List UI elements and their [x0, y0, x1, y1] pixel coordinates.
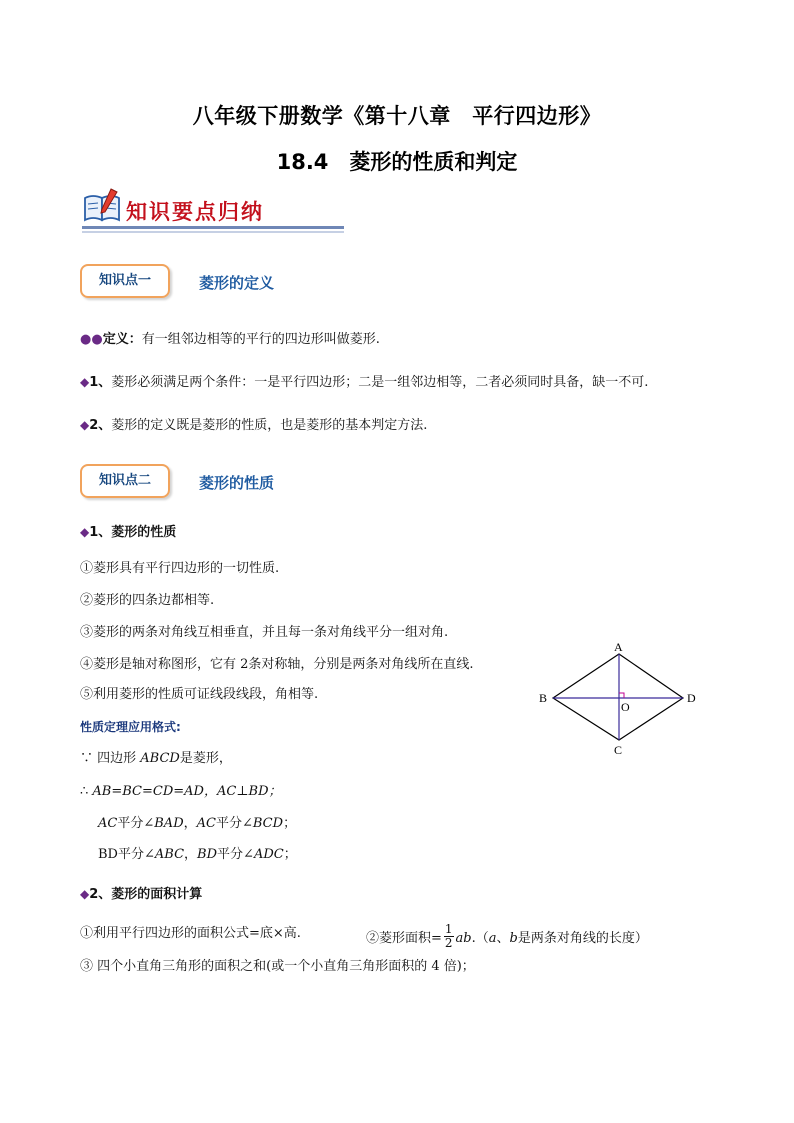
- label-c: C: [614, 743, 623, 757]
- bisector-line-bd: [98, 846, 297, 864]
- note-2-bullet: ◆: [80, 418, 90, 432]
- document-title: 八年级下册数学《第十八章 平行四边形》: [192, 104, 602, 128]
- bd-var-1: BD: [98, 847, 118, 862]
- note-1-text: 菱形必须满足两个条件：一是平行四边形；二是一组邻边相等，二者必须同时具备，缺一不可.: [111, 375, 649, 390]
- banner-underline-light: [82, 231, 344, 233]
- banner-underline: [82, 226, 344, 229]
- definition-bullet: ●●: [80, 332, 103, 347]
- label-a: A: [614, 640, 623, 654]
- bisect-text-4: 平分∠: [217, 847, 254, 862]
- bisect-text-3: 平分∠: [117, 847, 155, 862]
- application-format-label: 性质定理应用格式:: [80, 720, 181, 734]
- therefore-text: AB=BC=CD=AD，AC⊥BD；: [88, 784, 282, 799]
- property-1: ①菱形具有平行四边形的一切性质.: [80, 561, 280, 576]
- comma-2: ，: [184, 847, 198, 862]
- ac-var-2: AC: [196, 816, 216, 831]
- semicolon-1: ；: [283, 816, 297, 831]
- property-2: ②菱形的四条边都相等.: [80, 593, 215, 608]
- fraction-numerator: 1: [444, 922, 453, 936]
- definition-note-2: [80, 416, 427, 435]
- open-book-pen-icon: [82, 186, 124, 226]
- bisect-text-1: 平分∠: [117, 816, 155, 831]
- area2-paren: .（: [471, 931, 489, 946]
- area2-tail: 是两条对角线的长度）: [517, 931, 648, 946]
- properties-subtitle: [80, 523, 176, 542]
- knowledge-point-1-title: 菱形的定义: [199, 274, 275, 292]
- area-formula-1: ①利用平行四边形的面积公式=底×高.: [80, 926, 301, 941]
- therefore-symbol: ∴: [80, 784, 89, 799]
- knowledge-summary-banner: [82, 186, 344, 238]
- label-d: D: [687, 691, 696, 705]
- ac-var-1: AC: [98, 816, 118, 831]
- sub1-title: 1、菱形的性质: [89, 525, 177, 540]
- area-subtitle: [80, 885, 202, 904]
- area2-a: a: [488, 931, 497, 946]
- fraction-denominator: 2: [444, 936, 453, 950]
- rhombus-diagram: [535, 638, 705, 758]
- sub1-bullet: ◆: [80, 525, 90, 539]
- label-o: O: [621, 700, 630, 714]
- area2-sep: 、: [496, 931, 510, 946]
- area2-prefix: ②菱形面积=: [366, 931, 442, 946]
- note-2-text: 菱形的定义既是菱形的性质，也是菱形的基本判定方法.: [111, 418, 428, 433]
- sub2-title: 2、菱形的面积计算: [89, 887, 203, 902]
- label-b: B: [539, 691, 548, 705]
- angle-abc: ABC: [154, 847, 185, 862]
- banner-title: 知识要点归纳: [126, 199, 264, 224]
- area-formula-3: ③ 四个小直角三角形的面积之和(或一个小直角三角形面积的 4 倍)；: [80, 959, 475, 974]
- knowledge-point-1-box: 知识点一: [80, 264, 170, 298]
- fraction-one-half: [444, 923, 454, 950]
- bisect-text-2: 平分∠: [215, 816, 253, 831]
- area-formula-2: [366, 922, 648, 952]
- knowledge-point-2-box: 知识点二: [80, 464, 170, 498]
- note-2-number: 2、: [89, 418, 112, 433]
- property-3: ③菱形的两条对角线互相垂直，并且每一条对角线平分一组对角.: [80, 625, 449, 640]
- sub2-bullet: ◆: [80, 887, 90, 901]
- property-4: ④菱形是轴对称图形，它有 2条对称轴，分别是两条对角线所在直线.: [80, 657, 474, 672]
- angle-bcd: BCD: [252, 816, 284, 831]
- note-1-bullet: ◆: [80, 375, 90, 389]
- because-line: [80, 750, 232, 768]
- area2-b: b: [509, 931, 518, 946]
- right-angle-mark: [619, 693, 624, 698]
- document-subtitle: 18.4 菱形的性质和判定: [276, 150, 518, 174]
- rhombus-outline: [553, 654, 683, 740]
- angle-adc: ADC: [253, 847, 284, 862]
- note-1-number: 1、: [89, 375, 112, 390]
- definition-label: 定义：: [102, 332, 142, 347]
- therefore-line: [80, 783, 282, 801]
- because-symbol: ∵: [80, 751, 94, 766]
- because-suffix: 是菱形，: [179, 751, 232, 766]
- definition-text: 有一组邻边相等的平行的四边形叫做菱形.: [141, 332, 380, 347]
- bisector-line-ac: [98, 815, 296, 833]
- because-prefix: 四边形: [93, 751, 141, 766]
- property-5: ⑤利用菱形的性质可证线段线段，角相等.: [80, 687, 319, 702]
- definition-line: [80, 331, 380, 349]
- definition-note-1: [80, 373, 648, 392]
- comma-1: ，: [183, 816, 197, 831]
- bd-var-2: BD: [197, 847, 218, 862]
- angle-bad: BAD: [154, 816, 184, 831]
- semicolon-2: ；: [283, 847, 297, 862]
- knowledge-point-2-title: 菱形的性质: [199, 474, 275, 492]
- because-variable: ABCD: [140, 751, 180, 766]
- area2-variable: ab: [455, 931, 472, 946]
